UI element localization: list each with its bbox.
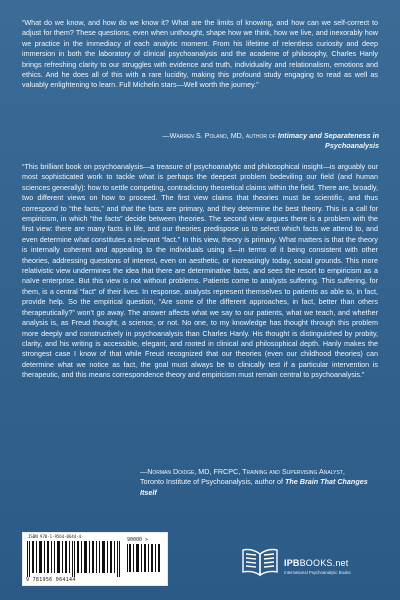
- open-book-logo-icon: [240, 544, 280, 578]
- isbn-number: 9 781956 064144: [26, 577, 76, 583]
- blurb-quote-doidge: “This brilliant book on psychoanalysis—a treasure of psychoanalytic and philosophical insight—is arguably our most sophisticated work to tackle what is perhaps the deepest problem bedeviling our field (and human sciences generally): how to settle competing, contradictory theoretical claims within the field. There are, broadly, two different views on how to proceed. The first view claims that theories must be scientific, and thus correspond to “the facts,” and that the facts are primary, and they determine the best theory. This is a call for empiricism, in which “the facts” decide between theories. The second view argues there is a problem with the first view: there are many facts in life, and our theories predispose us to select which facts we attend to, and even determine what constitutes a relevant “fact.” In this view, theory is primary. What matters is that the theory is internally coherent and appealing to the individuals using it—in terms of it being consistent with other theories, addressing questions of interest, even on aesthetic, or increasingly today, social grounds. This more relativistic view undermines the idea that there are determinative facts, and sees the resort to empiricism as a naïve enterprise. But this view is not without problems. Patients come to analysts suffering. This suffering, for them, is a central “fact” of their lives. In response, analysts represent themselves to patients as able to, in fact, provide help. So the empirical question, “Are some of the different approaches, in fact, better than others therapeutically?” won’t go away. The answer affects what we say to our patients, what we teach, and whether analysis is, as Freud thought, a science, or not. No one, to my knowledge has thought through this problem more deeply and constructively in psychoanalysis than Charles Hanly. His thought is distinguished by probity, clarity, and his writing is accessible, elegant, and rooted in clinical and philosophical depth. Hanly makes the strongest case I know of that while Freud recognized that our theories (even our childhood theories) can determine what we notice as fact, the goal must always be to clinically test if a particular intervention is therapeutic, and this means correspondence theory and empiricism must remain central to psychoanalysis.”: [22, 162, 380, 380]
- blurb-quote-poland: “What do we know, and how do we know it? What are the limits of knowing, and how can we self-correct to adjust for them? These questions, even when unthought, shape how we think, how we live, and inexorably how we practice in the immediacy of each analytic moment. From his lifetime of relentless curiosity and deep immersion in both the laboratory of clinical psychoanalysis and the academe of philosophy, Charles Hanly brings refreshing clarity to our struggles with evidence and truth, individuality and relationalism, emotions and ethics. And he does all of this with a rare lucidity, making this profound study engaging to read as well as valuably enlightening to learn. Full Michelin stars—Well worth the journey.”: [22, 18, 380, 90]
- publisher-name: IPBBOOKS.net: [284, 558, 349, 568]
- price-code: 90000 >: [127, 537, 149, 543]
- blurb-attribution-poland: [109, 131, 379, 152]
- blurb-attribution-doidge: [140, 467, 376, 498]
- publisher-logo: [240, 540, 370, 588]
- isbn-barcode: [22, 532, 168, 586]
- publisher-tagline: International Psychoanalytic Books: [284, 570, 351, 575]
- attribution-line-2: Toronto Institute of Psychoanalysis, author of: [140, 477, 286, 487]
- attribution-line-1: —Norman Doidge, MD, FRCPC, Training and Supervising Analyst,: [140, 467, 345, 476]
- attribution-book-title: Intimacy and Separateness in Psychoanalysis: [277, 131, 379, 151]
- barcode-bars-icon: [27, 541, 123, 577]
- isbn-label: ISBN 978-1-9564-0644-4: [28, 534, 81, 539]
- attribution-book-title: The Brain That Changes Itself: [140, 477, 368, 497]
- price-barcode-icon: [127, 544, 161, 572]
- attribution-author: —Warren S. Poland, MD, author of: [162, 131, 278, 140]
